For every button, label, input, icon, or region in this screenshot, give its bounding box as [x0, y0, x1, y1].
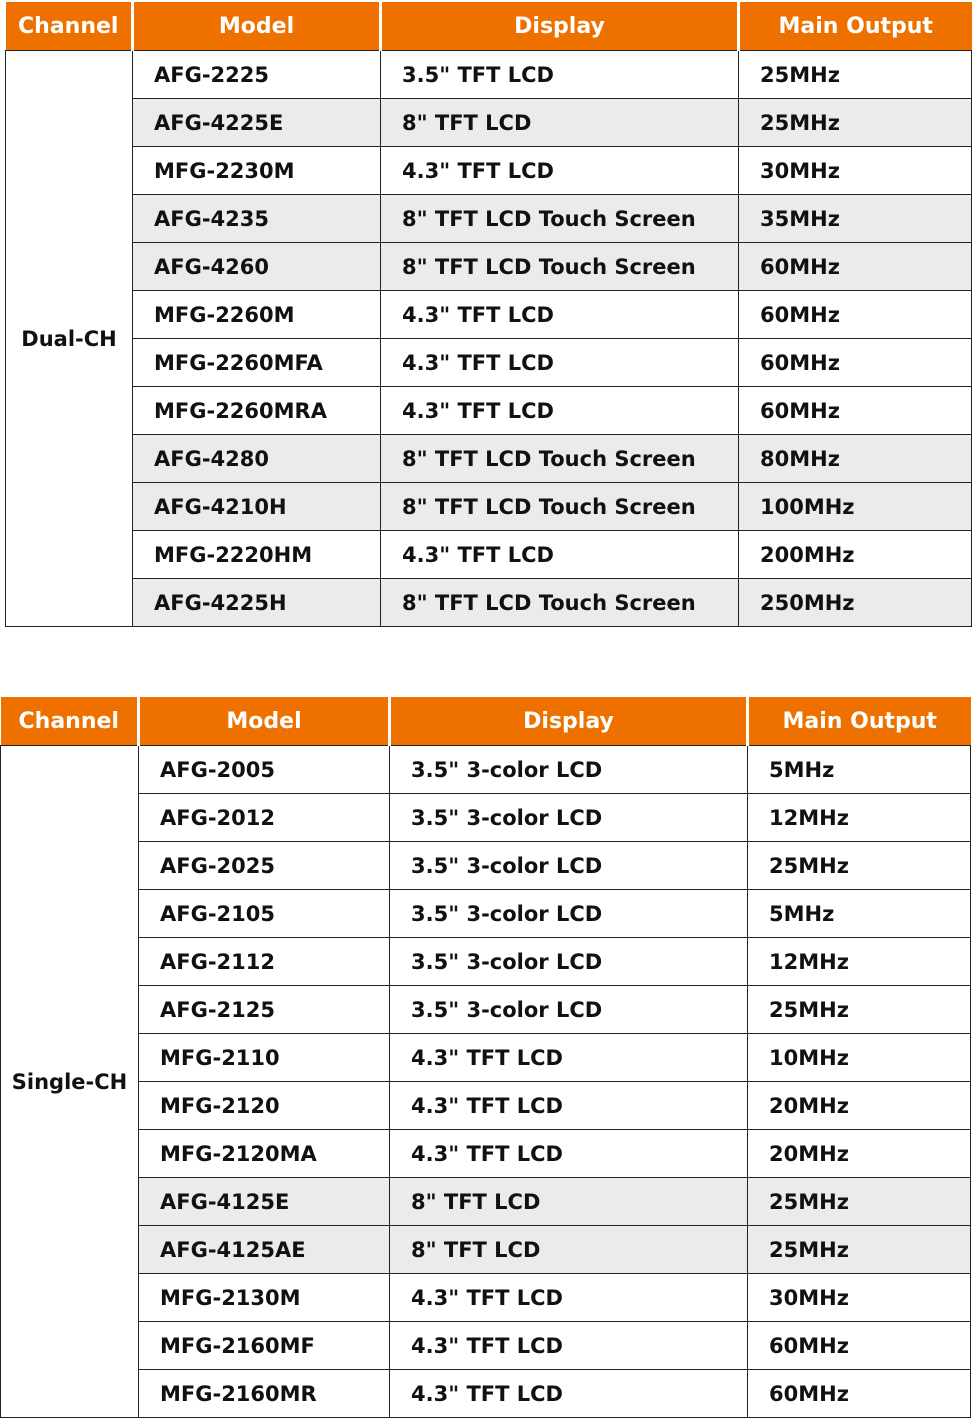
display-header: Display [381, 2, 739, 51]
table-row [6, 531, 972, 579]
main-output-cell: 35MHz [739, 195, 972, 243]
display-cell: 3.5" 3-color LCD [390, 746, 748, 794]
display-cell: 8" TFT LCD [390, 1226, 748, 1274]
main-output-cell: 60MHz [739, 387, 972, 435]
model-cell: AFG-2012 [139, 794, 390, 842]
table-row [1, 1322, 971, 1370]
model-cell: AFG-4225E [133, 99, 381, 147]
main-output-cell: 250MHz [739, 579, 972, 627]
model-cell: MFG-2110 [139, 1034, 390, 1082]
main-output-cell: 100MHz [739, 483, 972, 531]
display-cell: 4.3" TFT LCD [390, 1034, 748, 1082]
table-row [6, 147, 972, 195]
display-cell: 8" TFT LCD Touch Screen [381, 483, 739, 531]
channel-header: Channel [6, 2, 133, 51]
model-header: Model [133, 2, 381, 51]
model-cell: MFG-2120MA [139, 1130, 390, 1178]
channel-header: Channel [1, 697, 139, 746]
model-cell: MFG-2130M [139, 1274, 390, 1322]
main-output-cell: 20MHz [748, 1130, 971, 1178]
display-cell: 8" TFT LCD Touch Screen [381, 195, 739, 243]
table-row [1, 986, 971, 1034]
model-cell: AFG-4210H [133, 483, 381, 531]
model-cell: MFG-2260M [133, 291, 381, 339]
main-output-cell: 60MHz [739, 339, 972, 387]
model-cell: AFG-2025 [139, 842, 390, 890]
display-cell: 4.3" TFT LCD [390, 1130, 748, 1178]
table-row [6, 291, 972, 339]
dual-channel-table [5, 2, 972, 627]
display-cell: 3.5" 3-color LCD [390, 794, 748, 842]
table-row [1, 1178, 971, 1226]
model-cell: AFG-4125E [139, 1178, 390, 1226]
table-row [6, 51, 972, 99]
main-output-cell: 80MHz [739, 435, 972, 483]
model-cell: MFG-2260MRA [133, 387, 381, 435]
table-row [1, 746, 971, 794]
main-output-cell: 25MHz [748, 986, 971, 1034]
main-output-cell: 25MHz [748, 1226, 971, 1274]
main-output-cell: 200MHz [739, 531, 972, 579]
table-header-row [6, 2, 972, 51]
table-row [6, 579, 972, 627]
main-output-cell: 60MHz [748, 1370, 971, 1418]
display-cell: 8" TFT LCD Touch Screen [381, 243, 739, 291]
display-cell: 4.3" TFT LCD [390, 1082, 748, 1130]
display-cell: 3.5" 3-color LCD [390, 986, 748, 1034]
model-cell: MFG-2160MF [139, 1322, 390, 1370]
main-output-cell: 25MHz [739, 99, 972, 147]
table-row [6, 483, 972, 531]
table-row [6, 387, 972, 435]
display-cell: 4.3" TFT LCD [390, 1274, 748, 1322]
table-row [1, 1130, 971, 1178]
main-output-cell: 12MHz [748, 938, 971, 986]
model-cell: AFG-4125AE [139, 1226, 390, 1274]
model-cell: AFG-2005 [139, 746, 390, 794]
model-cell: MFG-2230M [133, 147, 381, 195]
table-row [1, 938, 971, 986]
model-cell: AFG-4260 [133, 243, 381, 291]
model-cell: AFG-4280 [133, 435, 381, 483]
display-cell: 8" TFT LCD Touch Screen [381, 435, 739, 483]
table-row [1, 1274, 971, 1322]
table-row [1, 1226, 971, 1274]
main-output-cell: 25MHz [748, 1178, 971, 1226]
table-row [1, 842, 971, 890]
display-cell: 8" TFT LCD [381, 99, 739, 147]
model-cell: MFG-2160MR [139, 1370, 390, 1418]
main-output-cell: 12MHz [748, 794, 971, 842]
model-cell: AFG-4235 [133, 195, 381, 243]
display-cell: 4.3" TFT LCD [390, 1322, 748, 1370]
model-cell: AFG-2105 [139, 890, 390, 938]
display-cell: 8" TFT LCD Touch Screen [381, 579, 739, 627]
main-output-cell: 60MHz [739, 243, 972, 291]
main-output-cell: 25MHz [739, 51, 972, 99]
display-cell: 4.3" TFT LCD [381, 291, 739, 339]
main-output-header: Main Output [739, 2, 972, 51]
channel-cell: Single-CH [1, 746, 139, 1418]
display-header: Display [390, 697, 748, 746]
model-cell: MFG-2220HM [133, 531, 381, 579]
display-cell: 3.5" 3-color LCD [390, 890, 748, 938]
model-cell: AFG-2125 [139, 986, 390, 1034]
table-header-row [1, 697, 971, 746]
display-cell: 4.3" TFT LCD [390, 1370, 748, 1418]
display-cell: 4.3" TFT LCD [381, 531, 739, 579]
main-output-cell: 5MHz [748, 746, 971, 794]
main-output-cell: 5MHz [748, 890, 971, 938]
model-cell: MFG-2120 [139, 1082, 390, 1130]
main-output-cell: 30MHz [748, 1274, 971, 1322]
table-row [1, 890, 971, 938]
display-cell: 8" TFT LCD [390, 1178, 748, 1226]
display-cell: 3.5" 3-color LCD [390, 842, 748, 890]
main-output-cell: 20MHz [748, 1082, 971, 1130]
model-cell: MFG-2260MFA [133, 339, 381, 387]
model-cell: AFG-4225H [133, 579, 381, 627]
main-output-cell: 25MHz [748, 842, 971, 890]
main-output-cell: 10MHz [748, 1034, 971, 1082]
display-cell: 3.5" TFT LCD [381, 51, 739, 99]
table-row [6, 99, 972, 147]
single-channel-table [0, 697, 971, 1418]
main-output-cell: 30MHz [739, 147, 972, 195]
table-row [6, 195, 972, 243]
table-row [6, 435, 972, 483]
display-cell: 4.3" TFT LCD [381, 387, 739, 435]
model-header: Model [139, 697, 390, 746]
model-cell: AFG-2225 [133, 51, 381, 99]
table-row [6, 339, 972, 387]
display-cell: 4.3" TFT LCD [381, 339, 739, 387]
main-output-cell: 60MHz [748, 1322, 971, 1370]
table-row [1, 1034, 971, 1082]
table-row [1, 794, 971, 842]
model-cell: AFG-2112 [139, 938, 390, 986]
table-row [6, 243, 972, 291]
display-cell: 3.5" 3-color LCD [390, 938, 748, 986]
channel-cell: Dual-CH [6, 51, 133, 627]
table-row [1, 1082, 971, 1130]
table-row [1, 1370, 971, 1418]
main-output-header: Main Output [748, 697, 971, 746]
main-output-cell: 60MHz [739, 291, 972, 339]
display-cell: 4.3" TFT LCD [381, 147, 739, 195]
